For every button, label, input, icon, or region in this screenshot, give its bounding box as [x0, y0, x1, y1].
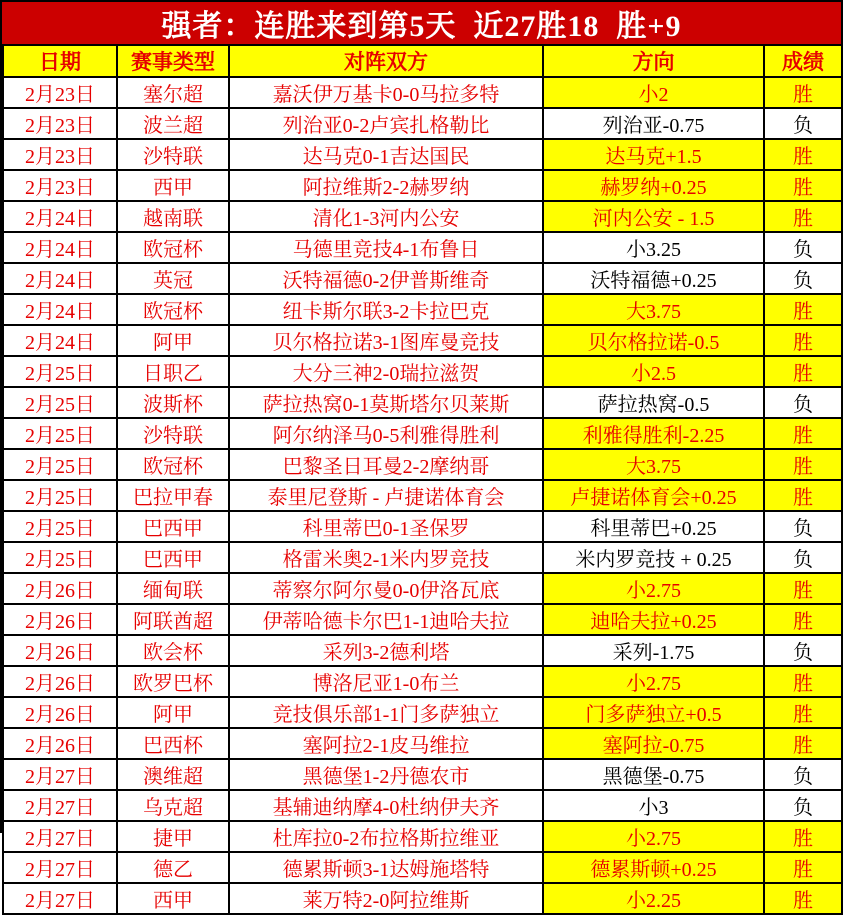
result-cell: 胜 — [764, 697, 842, 728]
league-cell: 阿甲 — [117, 697, 229, 728]
date-cell: 2月26日 — [3, 604, 117, 635]
direction-cell: 大3.75 — [543, 449, 764, 480]
table-row — [3, 790, 842, 821]
table-row — [3, 883, 842, 914]
result-cell: 胜 — [764, 728, 842, 759]
title-banner — [2, 2, 841, 44]
league-cell: 巴西杯 — [117, 728, 229, 759]
league-cell: 巴拉甲春 — [117, 480, 229, 511]
date-cell: 2月24日 — [3, 201, 117, 232]
match-cell: 嘉沃伊万基卡0-0马拉多特 — [229, 77, 543, 108]
league-cell: 沙特联 — [117, 139, 229, 170]
match-cell: 大分三神2-0瑞拉滋贺 — [229, 356, 543, 387]
direction-cell: 小2.25 — [543, 883, 764, 914]
table-row — [3, 263, 842, 294]
direction-cell: 小2 — [543, 77, 764, 108]
direction-cell: 塞阿拉-0.75 — [543, 728, 764, 759]
match-cell: 科里蒂巴0-1圣保罗 — [229, 511, 543, 542]
date-cell: 2月26日 — [3, 635, 117, 666]
header-row — [3, 45, 842, 77]
result-cell: 负 — [764, 790, 842, 821]
date-cell: 2月25日 — [3, 418, 117, 449]
match-cell: 巴黎圣日耳曼2-2摩纳哥 — [229, 449, 543, 480]
date-cell: 2月27日 — [3, 883, 117, 914]
date-cell: 2月24日 — [3, 325, 117, 356]
league-cell: 欧冠杯 — [117, 232, 229, 263]
direction-cell: 小2.75 — [543, 573, 764, 604]
table-row — [3, 759, 842, 790]
match-cell: 博洛尼亚1-0布兰 — [229, 666, 543, 697]
league-cell: 西甲 — [117, 883, 229, 914]
date-cell: 2月27日 — [3, 790, 117, 821]
date-cell: 2月26日 — [3, 728, 117, 759]
match-cell: 马德里竞技4-1布鲁日 — [229, 232, 543, 263]
table-row — [3, 666, 842, 697]
table-row — [3, 852, 842, 883]
league-cell: 波斯杯 — [117, 387, 229, 418]
direction-cell: 小3 — [543, 790, 764, 821]
league-cell: 西甲 — [117, 170, 229, 201]
header-result: 成绩 — [764, 45, 842, 77]
match-cell: 阿拉维斯2-2赫罗纳 — [229, 170, 543, 201]
table-row — [3, 449, 842, 480]
table-row — [3, 356, 842, 387]
result-cell: 胜 — [764, 139, 842, 170]
table-row — [3, 170, 842, 201]
direction-cell: 小2.75 — [543, 821, 764, 852]
match-cell: 泰里尼登斯 - 卢捷诺体育会 — [229, 480, 543, 511]
table-row — [3, 697, 842, 728]
match-cell: 蒂察尔阿尔曼0-0伊洛瓦底 — [229, 573, 543, 604]
direction-cell: 列治亚-0.75 — [543, 108, 764, 139]
direction-cell: 德累斯顿+0.25 — [543, 852, 764, 883]
result-cell: 胜 — [764, 883, 842, 914]
date-cell: 2月23日 — [3, 108, 117, 139]
direction-cell: 贝尔格拉诺-0.5 — [543, 325, 764, 356]
direction-cell: 萨拉热窝-0.5 — [543, 387, 764, 418]
match-cell: 萨拉热窝0-1莫斯塔尔贝莱斯 — [229, 387, 543, 418]
date-cell: 2月25日 — [3, 542, 117, 573]
league-cell: 欧罗巴杯 — [117, 666, 229, 697]
direction-cell: 小3.25 — [543, 232, 764, 263]
result-cell: 胜 — [764, 666, 842, 697]
league-cell: 阿联酋超 — [117, 604, 229, 635]
league-cell: 日职乙 — [117, 356, 229, 387]
table-row — [3, 635, 842, 666]
league-cell: 欧会杯 — [117, 635, 229, 666]
date-cell: 2月27日 — [3, 821, 117, 852]
result-cell: 胜 — [764, 170, 842, 201]
match-cell: 采列3-2德利塔 — [229, 635, 543, 666]
league-cell: 英冠 — [117, 263, 229, 294]
direction-cell: 黑德堡-0.75 — [543, 759, 764, 790]
date-cell: 2月24日 — [3, 294, 117, 325]
direction-cell: 达马克+1.5 — [543, 139, 764, 170]
league-cell: 塞尔超 — [117, 77, 229, 108]
result-cell: 胜 — [764, 418, 842, 449]
table-row — [3, 511, 842, 542]
table-row — [3, 573, 842, 604]
league-cell: 乌克超 — [117, 790, 229, 821]
date-cell: 2月25日 — [3, 387, 117, 418]
date-cell: 2月25日 — [3, 480, 117, 511]
match-cell: 伊蒂哈德卡尔巴1-1迪哈夫拉 — [229, 604, 543, 635]
date-cell: 2月24日 — [3, 232, 117, 263]
result-cell: 胜 — [764, 449, 842, 480]
direction-cell: 小2.75 — [543, 666, 764, 697]
league-cell: 德乙 — [117, 852, 229, 883]
table-row — [3, 294, 842, 325]
result-cell: 负 — [764, 232, 842, 263]
direction-cell: 利雅得胜利-2.25 — [543, 418, 764, 449]
date-cell: 2月23日 — [3, 170, 117, 201]
league-cell: 欧冠杯 — [117, 294, 229, 325]
table-row — [3, 108, 842, 139]
league-cell: 缅甸联 — [117, 573, 229, 604]
match-cell: 阿尔纳泽马0-5利雅得胜利 — [229, 418, 543, 449]
header-match: 对阵双方 — [229, 45, 543, 77]
result-cell: 负 — [764, 635, 842, 666]
date-cell: 2月23日 — [3, 77, 117, 108]
direction-cell: 卢捷诺体育会+0.25 — [543, 480, 764, 511]
header-direction: 方向 — [543, 45, 764, 77]
result-cell: 胜 — [764, 294, 842, 325]
match-cell: 德累斯顿3-1达姆施塔特 — [229, 852, 543, 883]
match-cell: 竞技俱乐部1-1门多萨独立 — [229, 697, 543, 728]
table-row — [3, 480, 842, 511]
result-cell: 负 — [764, 542, 842, 573]
header-league: 赛事类型 — [117, 45, 229, 77]
league-cell: 波兰超 — [117, 108, 229, 139]
match-cell: 贝尔格拉诺3-1图库曼竞技 — [229, 325, 543, 356]
result-cell: 胜 — [764, 821, 842, 852]
match-cell: 杜库拉0-2布拉格斯拉维亚 — [229, 821, 543, 852]
result-cell: 胜 — [764, 201, 842, 232]
league-cell: 越南联 — [117, 201, 229, 232]
direction-cell: 门多萨独立+0.5 — [543, 697, 764, 728]
date-cell: 2月26日 — [3, 666, 117, 697]
table-header — [3, 45, 842, 77]
date-cell: 2月25日 — [3, 356, 117, 387]
date-cell: 2月23日 — [3, 139, 117, 170]
table-row — [3, 201, 842, 232]
result-cell: 胜 — [764, 356, 842, 387]
match-cell: 基辅迪纳摩4-0杜纳伊夫齐 — [229, 790, 543, 821]
date-cell: 2月26日 — [3, 697, 117, 728]
league-cell: 捷甲 — [117, 821, 229, 852]
league-cell: 阿甲 — [117, 325, 229, 356]
date-cell: 2月24日 — [3, 263, 117, 294]
match-cell: 纽卡斯尔联3-2卡拉巴克 — [229, 294, 543, 325]
direction-cell: 沃特福德+0.25 — [543, 263, 764, 294]
league-cell: 欧冠杯 — [117, 449, 229, 480]
result-cell: 胜 — [764, 852, 842, 883]
match-cell: 达马克0-1吉达国民 — [229, 139, 543, 170]
table-body — [3, 77, 842, 914]
result-cell: 胜 — [764, 325, 842, 356]
result-cell: 胜 — [764, 480, 842, 511]
league-cell: 巴西甲 — [117, 511, 229, 542]
table-row — [3, 542, 842, 573]
date-cell: 2月26日 — [3, 573, 117, 604]
match-cell: 列治亚0-2卢宾扎格勒比 — [229, 108, 543, 139]
league-cell: 澳维超 — [117, 759, 229, 790]
direction-cell: 采列-1.75 — [543, 635, 764, 666]
result-cell: 负 — [764, 263, 842, 294]
header-date: 日期 — [3, 45, 117, 77]
date-cell: 2月25日 — [3, 449, 117, 480]
match-cell: 塞阿拉2-1皮马维拉 — [229, 728, 543, 759]
page-title: 强者：连胜来到第5天 近27胜18 胜+9 — [161, 10, 682, 43]
table-row — [3, 728, 842, 759]
direction-cell: 科里蒂巴+0.25 — [543, 511, 764, 542]
result-cell: 胜 — [764, 573, 842, 604]
table-row — [3, 418, 842, 449]
direction-cell: 米内罗竞技 + 0.25 — [543, 542, 764, 573]
table-row — [3, 139, 842, 170]
direction-cell: 小2.5 — [543, 356, 764, 387]
table-row — [3, 604, 842, 635]
league-cell: 沙特联 — [117, 418, 229, 449]
results-table — [2, 44, 843, 915]
result-cell: 胜 — [764, 77, 842, 108]
match-cell: 格雷米奥2-1米内罗竞技 — [229, 542, 543, 573]
result-cell: 负 — [764, 759, 842, 790]
result-cell: 负 — [764, 108, 842, 139]
date-cell: 2月27日 — [3, 759, 117, 790]
direction-cell: 迪哈夫拉+0.25 — [543, 604, 764, 635]
direction-cell: 赫罗纳+0.25 — [543, 170, 764, 201]
match-cell: 清化1-3河内公安 — [229, 201, 543, 232]
match-cell: 莱万特2-0阿拉维斯 — [229, 883, 543, 914]
table-row — [3, 77, 842, 108]
table-row — [3, 821, 842, 852]
table-row — [3, 387, 842, 418]
table-row — [3, 232, 842, 263]
league-cell: 巴西甲 — [117, 542, 229, 573]
result-cell: 胜 — [764, 604, 842, 635]
direction-cell: 大3.75 — [543, 294, 764, 325]
result-cell: 负 — [764, 387, 842, 418]
direction-cell: 河内公安 - 1.5 — [543, 201, 764, 232]
match-cell: 黑德堡1-2丹德农市 — [229, 759, 543, 790]
date-cell: 2月27日 — [3, 852, 117, 883]
result-cell: 负 — [764, 511, 842, 542]
match-cell: 沃特福德0-2伊普斯维奇 — [229, 263, 543, 294]
date-cell: 2月25日 — [3, 511, 117, 542]
table-row — [3, 325, 842, 356]
